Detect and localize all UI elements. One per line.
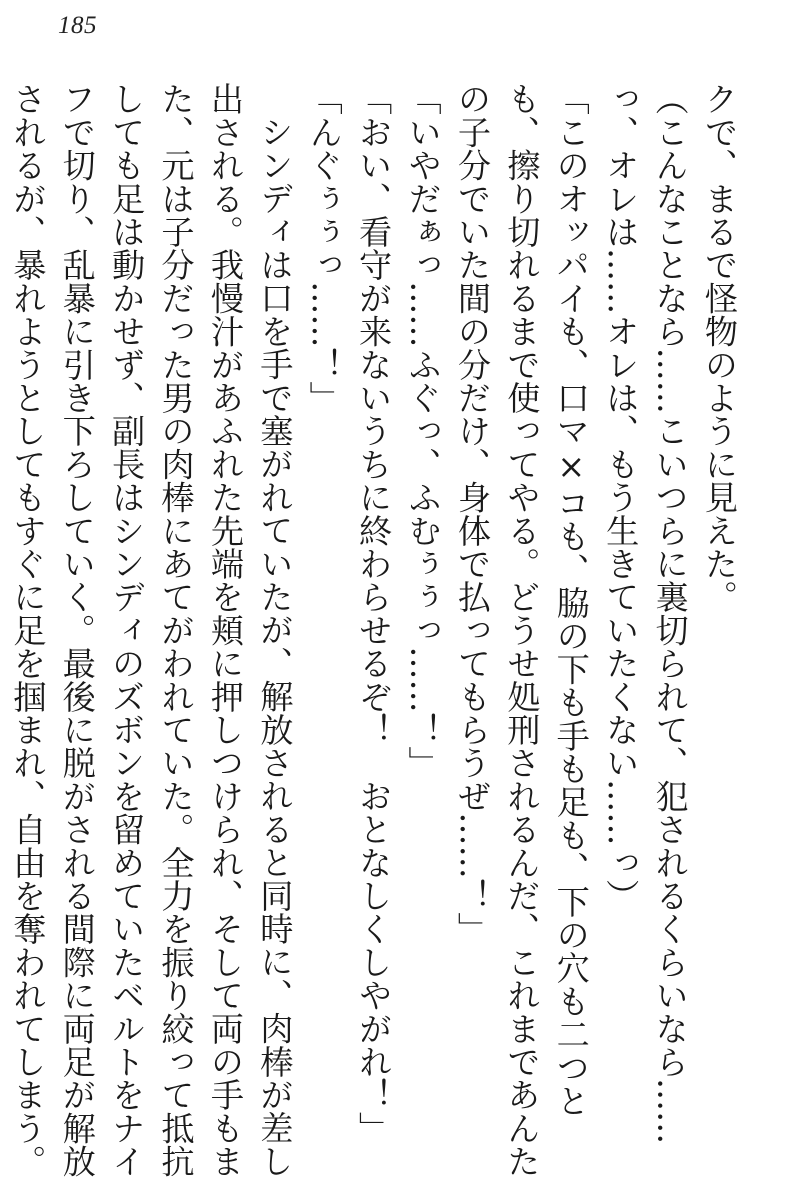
paragraph-dialogue: 「いやだぁっ……ふぐっ、ふむぅぅっ……！」 (403, 82, 443, 780)
paragraph-narration: シンディは口を手で塞がれていたが、解放されると同時に、肉棒が差し出される。我慢汁があふれた先端を頬に押しつけられ、そして両の手もまた、元は子分だった男の肉棒にあてがわれていた。全力を振り絞って抵抗しても足は動かせず、副長はシンディのズボンを留めていたベルトをナイフで切り、乱暴に引き下ろしていく。最後に脱がされる間際に両足が解放されるが、暴れようとしてもすぐに足を掴まれ、自由を奪われてしまう。 (8, 82, 295, 1178)
paragraph-inner-monologue: （こんなことなら……こいつらに裏切られて、犯されるくらいなら……っ、オレは……オレは、もう生きていたくない……っ） (601, 82, 690, 1145)
paragraph-narration: クで、まるで怪物のように見えた。 (700, 82, 739, 614)
vertical-text-body (8, 82, 744, 1182)
paragraph-dialogue: 「おい、看守が来ないうちに終わらせるぞ！ おとなしくしやがれ！」 (354, 82, 394, 1145)
paragraph-dialogue: 「このオッパイも、口マ×コも、脇の下も手も足も、下の穴も二つとも、擦り切れるまで使ってやる。どうせ処刑されるんだ、これまであんたの子分でいた間の分だけ、身体で払ってもらうぜ……！」 (452, 82, 591, 1178)
page-number: 185 (58, 12, 97, 39)
paragraph-dialogue: 「んぐぅぅっ……！」 (304, 82, 344, 414)
